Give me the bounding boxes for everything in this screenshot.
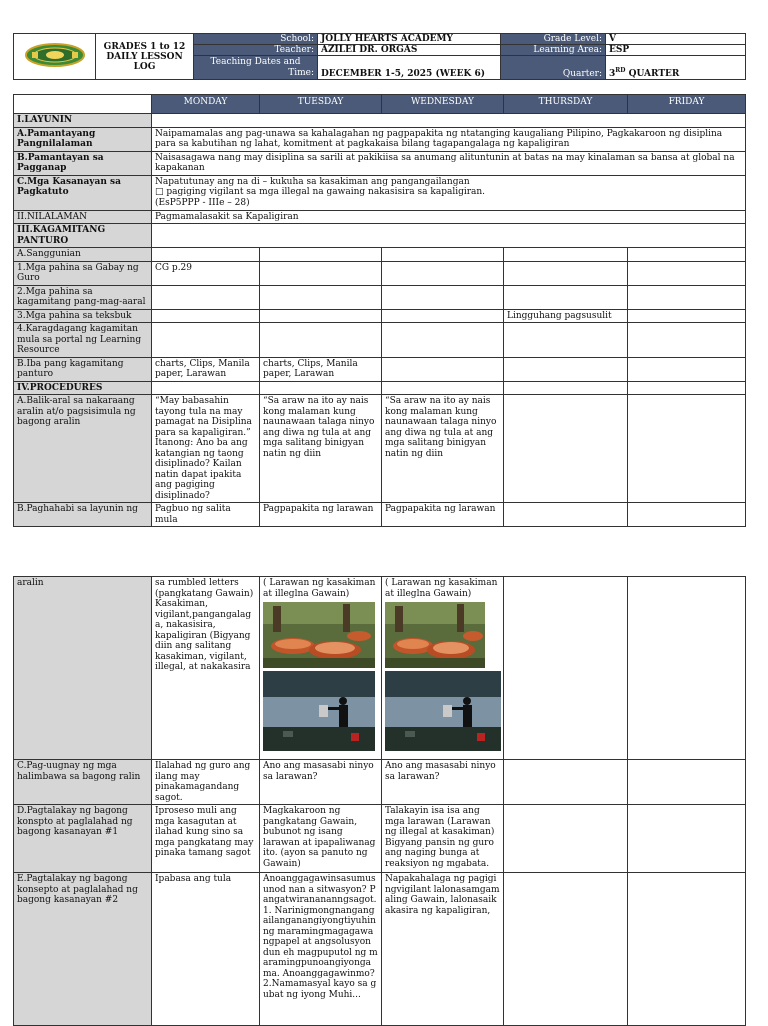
grade-level-value: V <box>606 34 746 45</box>
cell-tuesday: Magkakaroon ng pangkatang Gawain, bubunot ng isang larawan at ipapaliwanag ito. (ayon sa panuto ng Gawain) <box>260 805 382 873</box>
row-label: B.Iba pang kagamitang panturo <box>14 357 152 381</box>
document-title: GRADES 1 to 12 DAILY LESSON LOG <box>96 34 194 80</box>
row-sanggunian <box>14 248 746 262</box>
cell-tuesday: Ano ang masasabi ninyo sa larawan? <box>260 760 382 805</box>
section-label: III.KAGAMITANG PANTURO <box>14 224 152 248</box>
cell-tuesday: “Sa araw na ito ay nais kong malaman kung naunawaan talaga ninyo ang diwa ng tula at ang mga salitang binigyan natin ng diin <box>260 395 382 503</box>
cell-monday: Pagbuo ng salita mula <box>152 503 260 527</box>
row-learning-resource <box>14 323 746 358</box>
cell-monday: Ilalahad ng guro ang ilang may pinakamagandang sagot. <box>152 760 260 805</box>
row-label: B.Paghahabi sa layunin ng <box>14 503 152 527</box>
row-content: Napatutunay ang na di – kukuha sa kasakiman ang pangangailangan □ pagiging vigilant sa mga illegal na gawaing nakasisira sa kapaligiran. (EsP5PPP - IIIe – 28) <box>152 175 746 210</box>
cell-tuesday: Pagpapakita ng larawan <box>260 503 382 527</box>
learning-area-label: Learning Area: <box>501 45 606 56</box>
teacher-value: AZILEI DR. ORGAS <box>318 45 501 56</box>
row-aralin <box>14 577 746 760</box>
section-layunin <box>14 114 746 128</box>
day-wednesday: WEDNESDAY <box>382 95 504 114</box>
day-friday: FRIDAY <box>628 95 746 114</box>
row-pamantayan-sa-pagganap <box>14 151 746 175</box>
quarter-value: 3RD QUARTER <box>606 56 746 80</box>
row-label: D.Pagtalakay ng bagong konspto at paglalahad ng bagong kasanayan #1 <box>14 805 152 873</box>
row-nilalaman <box>14 210 746 224</box>
header-table <box>13 33 746 80</box>
row-kagamitang-pang-mag-aaral <box>14 285 746 309</box>
row-label: 4.Karagdagang kagamitan mula sa portal ng Learning Resource <box>14 323 152 358</box>
row-label: A.Sanggunian <box>14 248 152 262</box>
teaching-dates-value: DECEMBER 1-5, 2025 (WEEK 6) <box>318 56 501 80</box>
row-paghahabi <box>14 503 746 527</box>
row-pag-uugnay <box>14 760 746 805</box>
row-label: B.Pamantayan sa Pagganap <box>14 151 152 175</box>
cell-monday: Ipabasa ang tula <box>152 873 260 1026</box>
cell-monday: CG p.29 <box>152 261 260 285</box>
row-label: A.Pamantayang Pangnilalaman <box>14 127 152 151</box>
row-label: 1.Mga pahina sa Gabay ng Guro <box>14 261 152 285</box>
cell-tuesday: ( Larawan ng kasakiman at illeglna Gawain) <box>260 577 382 760</box>
row-teksbuk <box>14 309 746 323</box>
day-thursday: THURSDAY <box>504 95 628 114</box>
cell-wednesday: Ano ang masasabi ninyo sa larawan? <box>382 760 504 805</box>
teaching-dates-label: Teaching Dates and Time: <box>194 56 318 80</box>
cell-wednesday: Napakahalaga ng pagigingvigilant lalonasamgamaling Gawain, lalonasaikakasira ng kapaligiran, <box>382 873 504 1026</box>
row-kasanayan-sa-pagkatuto <box>14 175 746 210</box>
pollution-photo <box>263 671 375 751</box>
deforestation-photo <box>385 602 485 668</box>
learning-area-value: ESP <box>606 45 746 56</box>
section-label: IV.PROCEDURES <box>14 381 152 395</box>
blank-header-cell <box>14 95 152 114</box>
school-logo-cell <box>14 34 96 80</box>
cell-tuesday: Anoanggagawinsasumusunod nan a sitwasyon? Pangatwiranananngsagot. 1. Narinigmongnangangailanganangiyongtiyuhin ng maramingmagagawangpapel at angsolusyon dun eh magpuputol ng maramingpunoangiyonga ma. Anoanggagawinmo? 2.Namamasyal kayo sa gubat ng iyong Muhi... <box>260 873 382 1026</box>
cell-thursday: Lingguhang pagsusulit <box>504 309 628 323</box>
cell-monday: sa rumbled letters (pangkatang Gawain) Kasakiman, vigilant,pangangalaga, nakasisira, kapaligiran (Bigyang diin ang salitang kasakiman, vigilant, illegal, at nakakasira <box>152 577 260 760</box>
page-2 <box>0 560 768 1024</box>
row-iba-pang-kagamitan <box>14 357 746 381</box>
cell-monday: Iproseso muli ang mga kasagutan at ilahad kung sino sa mga pangkatang may pinaka tamang sagot <box>152 805 260 873</box>
quarter-label: Quarter: <box>501 56 606 80</box>
day-header-row <box>14 95 746 114</box>
row-gabay-ng-guro <box>14 261 746 285</box>
grade-level-label: Grade Level: <box>501 34 606 45</box>
cell-wednesday: “Sa araw na ito ay nais kong malaman kung naunawaan talaga ninyo ang diwa ng tula at ang mga salitang binigyan natin ng diin <box>382 395 504 503</box>
school-label: School: <box>194 34 318 45</box>
cell-monday: charts, Clips, Manila paper, Larawan <box>152 357 260 381</box>
row-content: Pagmamalasakit sa Kapaligiran <box>152 210 746 224</box>
cell-wednesday: Talakayin isa isa ang mga larawan (Larawan ng illegal at kasakiman) Bigyang pansin ng guro ang naging bunga at reaksiyon ng mgabata. <box>382 805 504 873</box>
pollution-photo <box>385 671 501 751</box>
row-content: Naipamamalas ang pag-unawa sa kahalagahan ng pagpapakita ng ntatanging kaugaliang Pilipino, Pagkakaroon ng disiplina para sa kabutihan ng lahat, komitment at pagkakaisa bilang tagapangalaga ng kapaligiran <box>152 127 746 151</box>
row-label: 2.Mga pahina sa kagamitang pang-mag-aaral <box>14 285 152 309</box>
teacher-label: Teacher: <box>194 45 318 56</box>
row-pagtalakay-1 <box>14 805 746 873</box>
row-label: E.Pagtalakay ng bagong konsepto at paglalahad ng bagong kasanayan #2 <box>14 873 152 1026</box>
row-label: aralin <box>14 577 152 760</box>
row-balik-aral <box>14 395 746 503</box>
section-procedures <box>14 381 746 395</box>
deforestation-photo <box>263 602 375 668</box>
school-value: JOLLY HEARTS ACADEMY <box>318 34 501 45</box>
day-monday: MONDAY <box>152 95 260 114</box>
row-label: A.Balik-aral sa nakaraang aralin at/o pagsisimula ng bagong aralin <box>14 395 152 503</box>
row-label: C.Pag-uugnay ng mga halimbawa sa bagong ralin <box>14 760 152 805</box>
row-label: 3.Mga pahina sa teksbuk <box>14 309 152 323</box>
day-tuesday: TUESDAY <box>260 95 382 114</box>
row-label: C.Mga Kasanayan sa Pagkatuto <box>14 175 152 210</box>
row-pamantayang-pangnilalaman <box>14 127 746 151</box>
section-kagamitang-panturo <box>14 224 746 248</box>
lesson-log-table-page-1 <box>13 94 746 527</box>
cell-tuesday: charts, Clips, Manila paper, Larawan <box>260 357 382 381</box>
cell-wednesday: ( Larawan ng kasakiman at illeglna Gawain) <box>382 577 504 760</box>
row-content: Naisasagawa nang may disiplina sa sarili at pakikiisa sa anumang alituntunin at batas na may kinalaman sa bansa at global na kapakanan <box>152 151 746 175</box>
lesson-log-table-page-2 <box>13 576 746 1026</box>
row-pagtalakay-2 <box>14 873 746 1026</box>
school-logo <box>24 41 86 69</box>
row-label: II.NILALAMAN <box>14 210 152 224</box>
section-label: I.LAYUNIN <box>14 114 152 128</box>
cell-monday: “May babasahin tayong tula na may pamagat na Disiplina para sa kapaligiran.” Itanong: Ano ba ang katangian ng taong disiplinado? Kailan natin dapat ipakita ang pagiging disiplinado? <box>152 395 260 503</box>
cell-wednesday: Pagpapakita ng larawan <box>382 503 504 527</box>
